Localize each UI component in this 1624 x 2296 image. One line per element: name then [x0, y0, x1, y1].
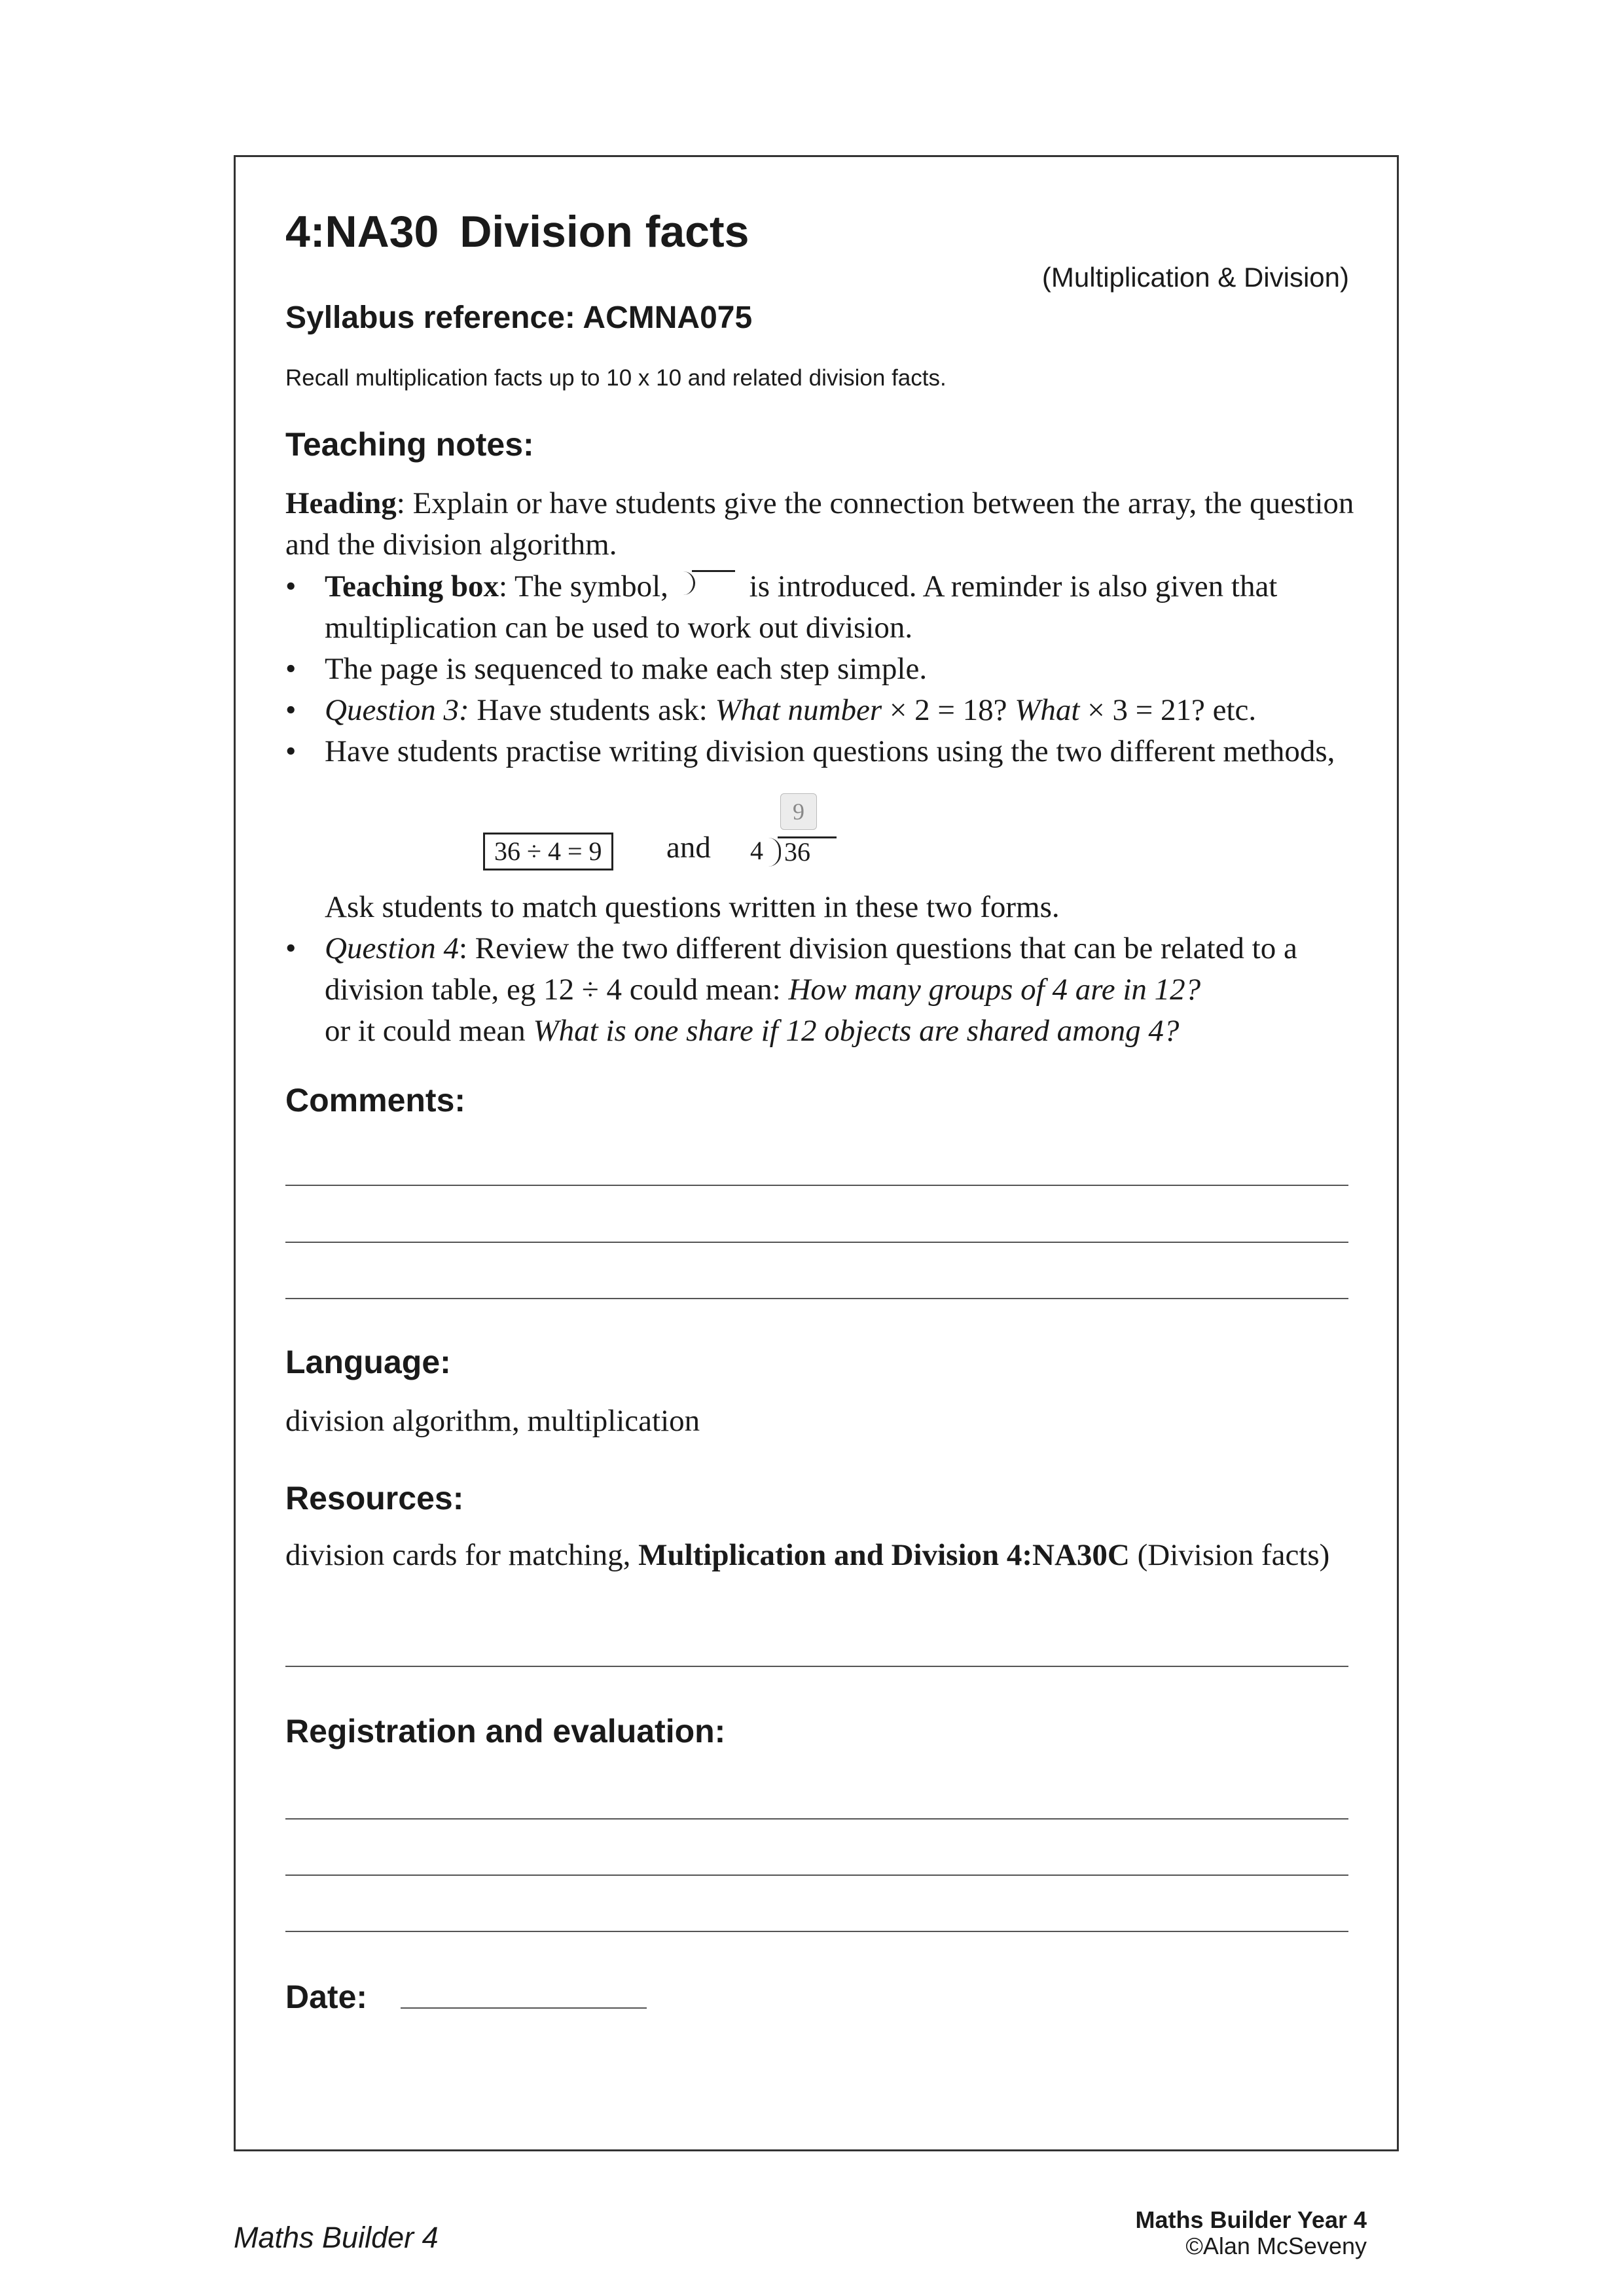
bullet-italic: What [1015, 693, 1080, 727]
lesson-title: Division facts [460, 207, 749, 257]
page-title [285, 206, 749, 257]
resources-post: (Division facts) [1129, 1538, 1330, 1572]
registration-line[interactable] [285, 1931, 1348, 1932]
bullet-text: The page is sequenced to make each step simple. [325, 652, 928, 686]
division-equation-box: 36 ÷ 4 = 9 [483, 833, 613, 870]
resources-heading: Resources: [285, 1480, 464, 1516]
strand-label: (Multiplication & Division) [1041, 262, 1349, 293]
bullet-text: : Review the two different division questions that can be related to a division table, eg 12 ÷ 4 could mean: [325, 931, 1297, 1007]
bullet-text: or it could mean [325, 1014, 533, 1048]
resources-text [285, 1535, 1346, 1576]
footer-left: Maths Builder 4 [234, 2221, 439, 2254]
bullet-text: is introduced. A reminder is also given that multiplication can be used to work out division. [325, 569, 1278, 645]
question-3-label: Question 3: [325, 693, 469, 727]
bullet-italic: What number [715, 693, 882, 727]
list-item [285, 690, 1365, 731]
division-bracket-icon [768, 838, 781, 867]
comment-line[interactable] [285, 1298, 1348, 1299]
list-item [285, 566, 1365, 649]
division-symbol-icon [680, 567, 738, 600]
date-field[interactable] [401, 2007, 647, 2009]
outcome-text: Recall multiplication facts up to 10 x 10 and related division facts. [285, 365, 947, 391]
resources-pre: division cards for matching, [285, 1538, 639, 1572]
teaching-box-bold: Teaching box [325, 569, 499, 603]
bullet-text: × 2 = 18? [882, 693, 1015, 727]
comments-heading: Comments: [285, 1082, 466, 1119]
bullet-italic: How many groups of 4 are in 12? [788, 973, 1201, 1007]
syllabus-reference: Syllabus reference: ACMNA075 [285, 300, 753, 335]
example-and: and [666, 831, 711, 865]
dividend: 36 [784, 837, 810, 867]
question-4-label: Question 4 [325, 931, 459, 965]
resources-bold: Multiplication and Division 4:NA30C [638, 1538, 1130, 1572]
language-heading: Language: [285, 1344, 451, 1380]
footer-right [1136, 2207, 1367, 2259]
date-label: Date: [285, 1979, 368, 2015]
long-division-example [746, 798, 838, 891]
bullet-text: Have students practise writing division questions using the two different methods, [325, 734, 1335, 768]
teaching-intro [285, 483, 1365, 565]
language-text: division algorithm, multiplication [285, 1404, 700, 1438]
comment-line[interactable] [285, 1242, 1348, 1243]
registration-line[interactable] [285, 1818, 1348, 1820]
bullet-continuation: Ask students to match questions written in these two forms. [325, 890, 1060, 924]
registration-line[interactable] [285, 1874, 1348, 1876]
lesson-code: 4:NA30 [285, 207, 439, 257]
teaching-notes-heading: Teaching notes: [285, 426, 534, 463]
registration-heading: Registration and evaluation: [285, 1713, 726, 1749]
bullet-text: Have students ask: [469, 693, 715, 727]
teaching-notes-list [285, 566, 1365, 772]
bullet-italic: What is one share if 12 objects are shared among 4? [533, 1014, 1180, 1048]
footer-title: Maths Builder Year 4 [1135, 2206, 1367, 2233]
bullet-text: × 3 = 21? etc. [1079, 693, 1257, 727]
list-item [285, 731, 1365, 772]
quotient-box: 9 [780, 793, 817, 830]
list-item [285, 928, 1365, 1052]
list-item [285, 649, 1365, 690]
teaching-notes-list-cont [285, 928, 1365, 1052]
bullet-text: : The symbol, [498, 569, 668, 603]
footer-copyright: ©Alan McSeveny [1185, 2233, 1367, 2259]
divisor: 4 [750, 836, 763, 865]
comment-line[interactable] [285, 1185, 1348, 1186]
intro-text: : Explain or have students give the connection between the array, the question and the division algorithm. [285, 486, 1354, 562]
resources-line[interactable] [285, 1666, 1348, 1667]
intro-bold: Heading [285, 486, 397, 520]
